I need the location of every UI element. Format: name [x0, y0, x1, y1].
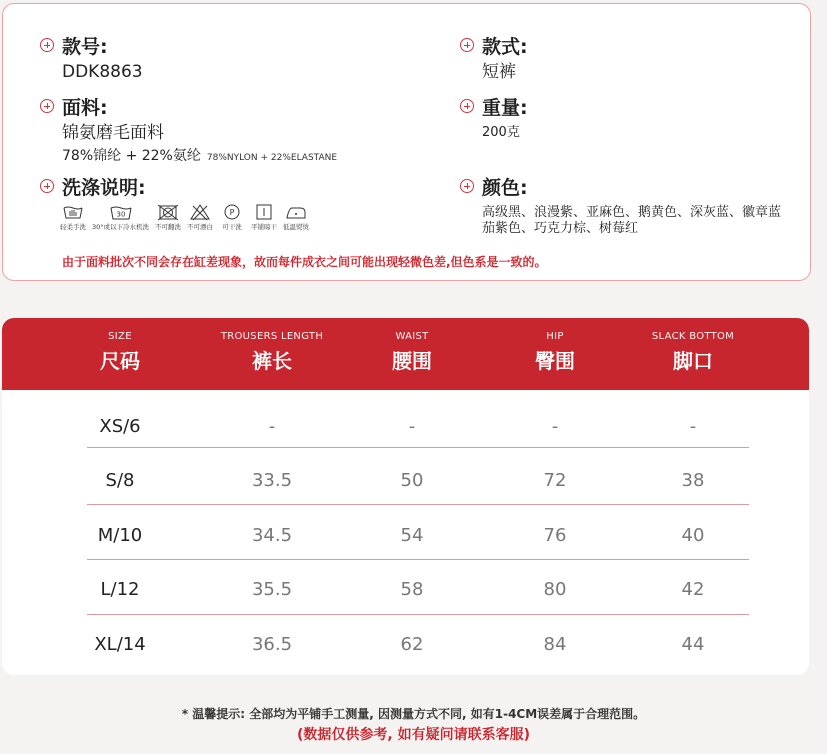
hip-cell: 72 — [543, 470, 567, 491]
color-values-line1: 高级黑、浪漫紫、亚麻色、鹅黄色、深灰蓝、徽章蓝 — [482, 205, 782, 220]
header-waist: WAIST 腰围 — [392, 331, 432, 373]
plus-circle-icon — [460, 38, 474, 52]
fabric-composition — [62, 145, 337, 165]
length-cell: 33.5 — [251, 470, 293, 491]
hip-cell: 76 — [543, 525, 567, 546]
wash-item: 30 30°或以下冷水机洗 — [92, 203, 149, 231]
washing-icons — [60, 203, 315, 231]
washing-block — [40, 173, 315, 231]
slack-bottom-cell: 42 — [681, 579, 705, 600]
hip-cell: 84 — [543, 634, 567, 655]
row-divider — [87, 559, 749, 560]
reference-note: (数据仅供参考, 如有疑问请联系客服) — [297, 727, 530, 743]
svg-text:30: 30 — [116, 210, 125, 219]
style-label: 款式: — [482, 35, 528, 58]
hip-cell: - — [551, 416, 559, 437]
composition-en: 78%NYLON + 22%ELASTANE — [206, 153, 338, 163]
fabric-value: 锦氨磨毛面料 — [62, 123, 164, 143]
header-slack-bottom: SLACK BOTTOM 脚口 — [651, 331, 735, 373]
size-table-header — [2, 318, 809, 390]
style-number-block — [40, 32, 143, 82]
wash-item: P 可干洗 — [219, 203, 245, 231]
size-cell: XS/6 — [99, 416, 141, 437]
weight-block — [460, 93, 528, 141]
table-row — [2, 616, 809, 671]
weight-label: 重量: — [482, 96, 528, 119]
table-row — [2, 398, 809, 453]
plus-circle-icon — [460, 99, 474, 113]
composition-cn: 78%锦纶 + 22%氨纶 — [62, 148, 201, 164]
wash-item: 不可漂白 — [187, 203, 213, 231]
color-difference-notice: 由于面料批次不同会存在缸差现象，故而每件成衣之间可能出现轻微色差,但色系是一致的。 — [62, 255, 547, 269]
wash-item: 低温熨烫 — [283, 203, 309, 231]
wash-item: 不可翻洗 — [155, 203, 181, 231]
row-divider — [87, 614, 749, 615]
slack-bottom-cell: 40 — [681, 525, 705, 546]
style-value: 短裤 — [482, 62, 516, 82]
row-divider — [87, 504, 749, 505]
flat-dry-icon — [251, 203, 277, 221]
washing-label: 洗涤说明: — [62, 176, 146, 199]
plus-circle-icon — [40, 38, 54, 52]
wash-item: 平铺晾干 — [251, 203, 277, 231]
machine-wash-30-icon — [108, 203, 134, 221]
size-cell: L/12 — [100, 579, 140, 600]
length-cell: 35.5 — [251, 579, 293, 600]
style-number-label: 款号: — [62, 35, 108, 58]
size-cell: M/10 — [97, 525, 143, 546]
style-block — [460, 32, 528, 82]
hand-wash-icon — [60, 203, 86, 221]
low-iron-icon — [283, 203, 309, 221]
table-row — [2, 561, 809, 616]
product-info-card — [2, 3, 811, 281]
size-cell: S/8 — [105, 470, 135, 491]
fabric-block — [40, 93, 337, 165]
weight-value: 200克 — [482, 125, 520, 140]
waist-cell: 50 — [400, 470, 424, 491]
plus-circle-icon — [40, 99, 54, 113]
waist-cell: 54 — [400, 525, 424, 546]
color-values-line2: 茄紫色、巧克力棕、树莓红 — [482, 221, 639, 236]
table-row — [2, 507, 809, 562]
no-bleach-icon — [187, 203, 213, 221]
plus-circle-icon — [40, 179, 54, 193]
fabric-label: 面料: — [62, 96, 108, 119]
color-block — [460, 173, 781, 237]
style-number-value: DDK8863 — [62, 62, 143, 82]
dry-clean-icon — [219, 203, 245, 221]
header-trousers-length: TROUSERS LENGTH 裤长 — [220, 331, 324, 373]
table-row — [2, 452, 809, 507]
length-cell: 36.5 — [251, 634, 293, 655]
slack-bottom-cell: 38 — [681, 470, 705, 491]
header-size: SIZE 尺码 — [100, 331, 140, 373]
waist-cell: - — [408, 416, 416, 437]
size-table — [2, 318, 809, 675]
length-cell: - — [268, 416, 276, 437]
measurement-tip: * 温馨提示: 全部均为平铺手工测量, 因测量方式不同, 如有1-4CM误差属于合理范围。 — [181, 707, 646, 721]
row-divider — [87, 447, 749, 448]
length-cell: 34.5 — [251, 525, 293, 546]
size-cell: XL/14 — [94, 634, 146, 655]
waist-cell: 58 — [400, 579, 424, 600]
plus-circle-icon — [460, 179, 474, 193]
header-hip: HIP 臀围 — [535, 331, 575, 373]
waist-cell: 62 — [400, 634, 424, 655]
slack-bottom-cell: - — [689, 416, 697, 437]
slack-bottom-cell: 44 — [681, 634, 705, 655]
no-tumble-dry-icon — [155, 203, 181, 221]
color-label: 颜色: — [482, 176, 528, 199]
hip-cell: 80 — [543, 579, 567, 600]
svg-text:P: P — [229, 208, 235, 217]
wash-item: 轻柔手洗 — [60, 203, 86, 231]
